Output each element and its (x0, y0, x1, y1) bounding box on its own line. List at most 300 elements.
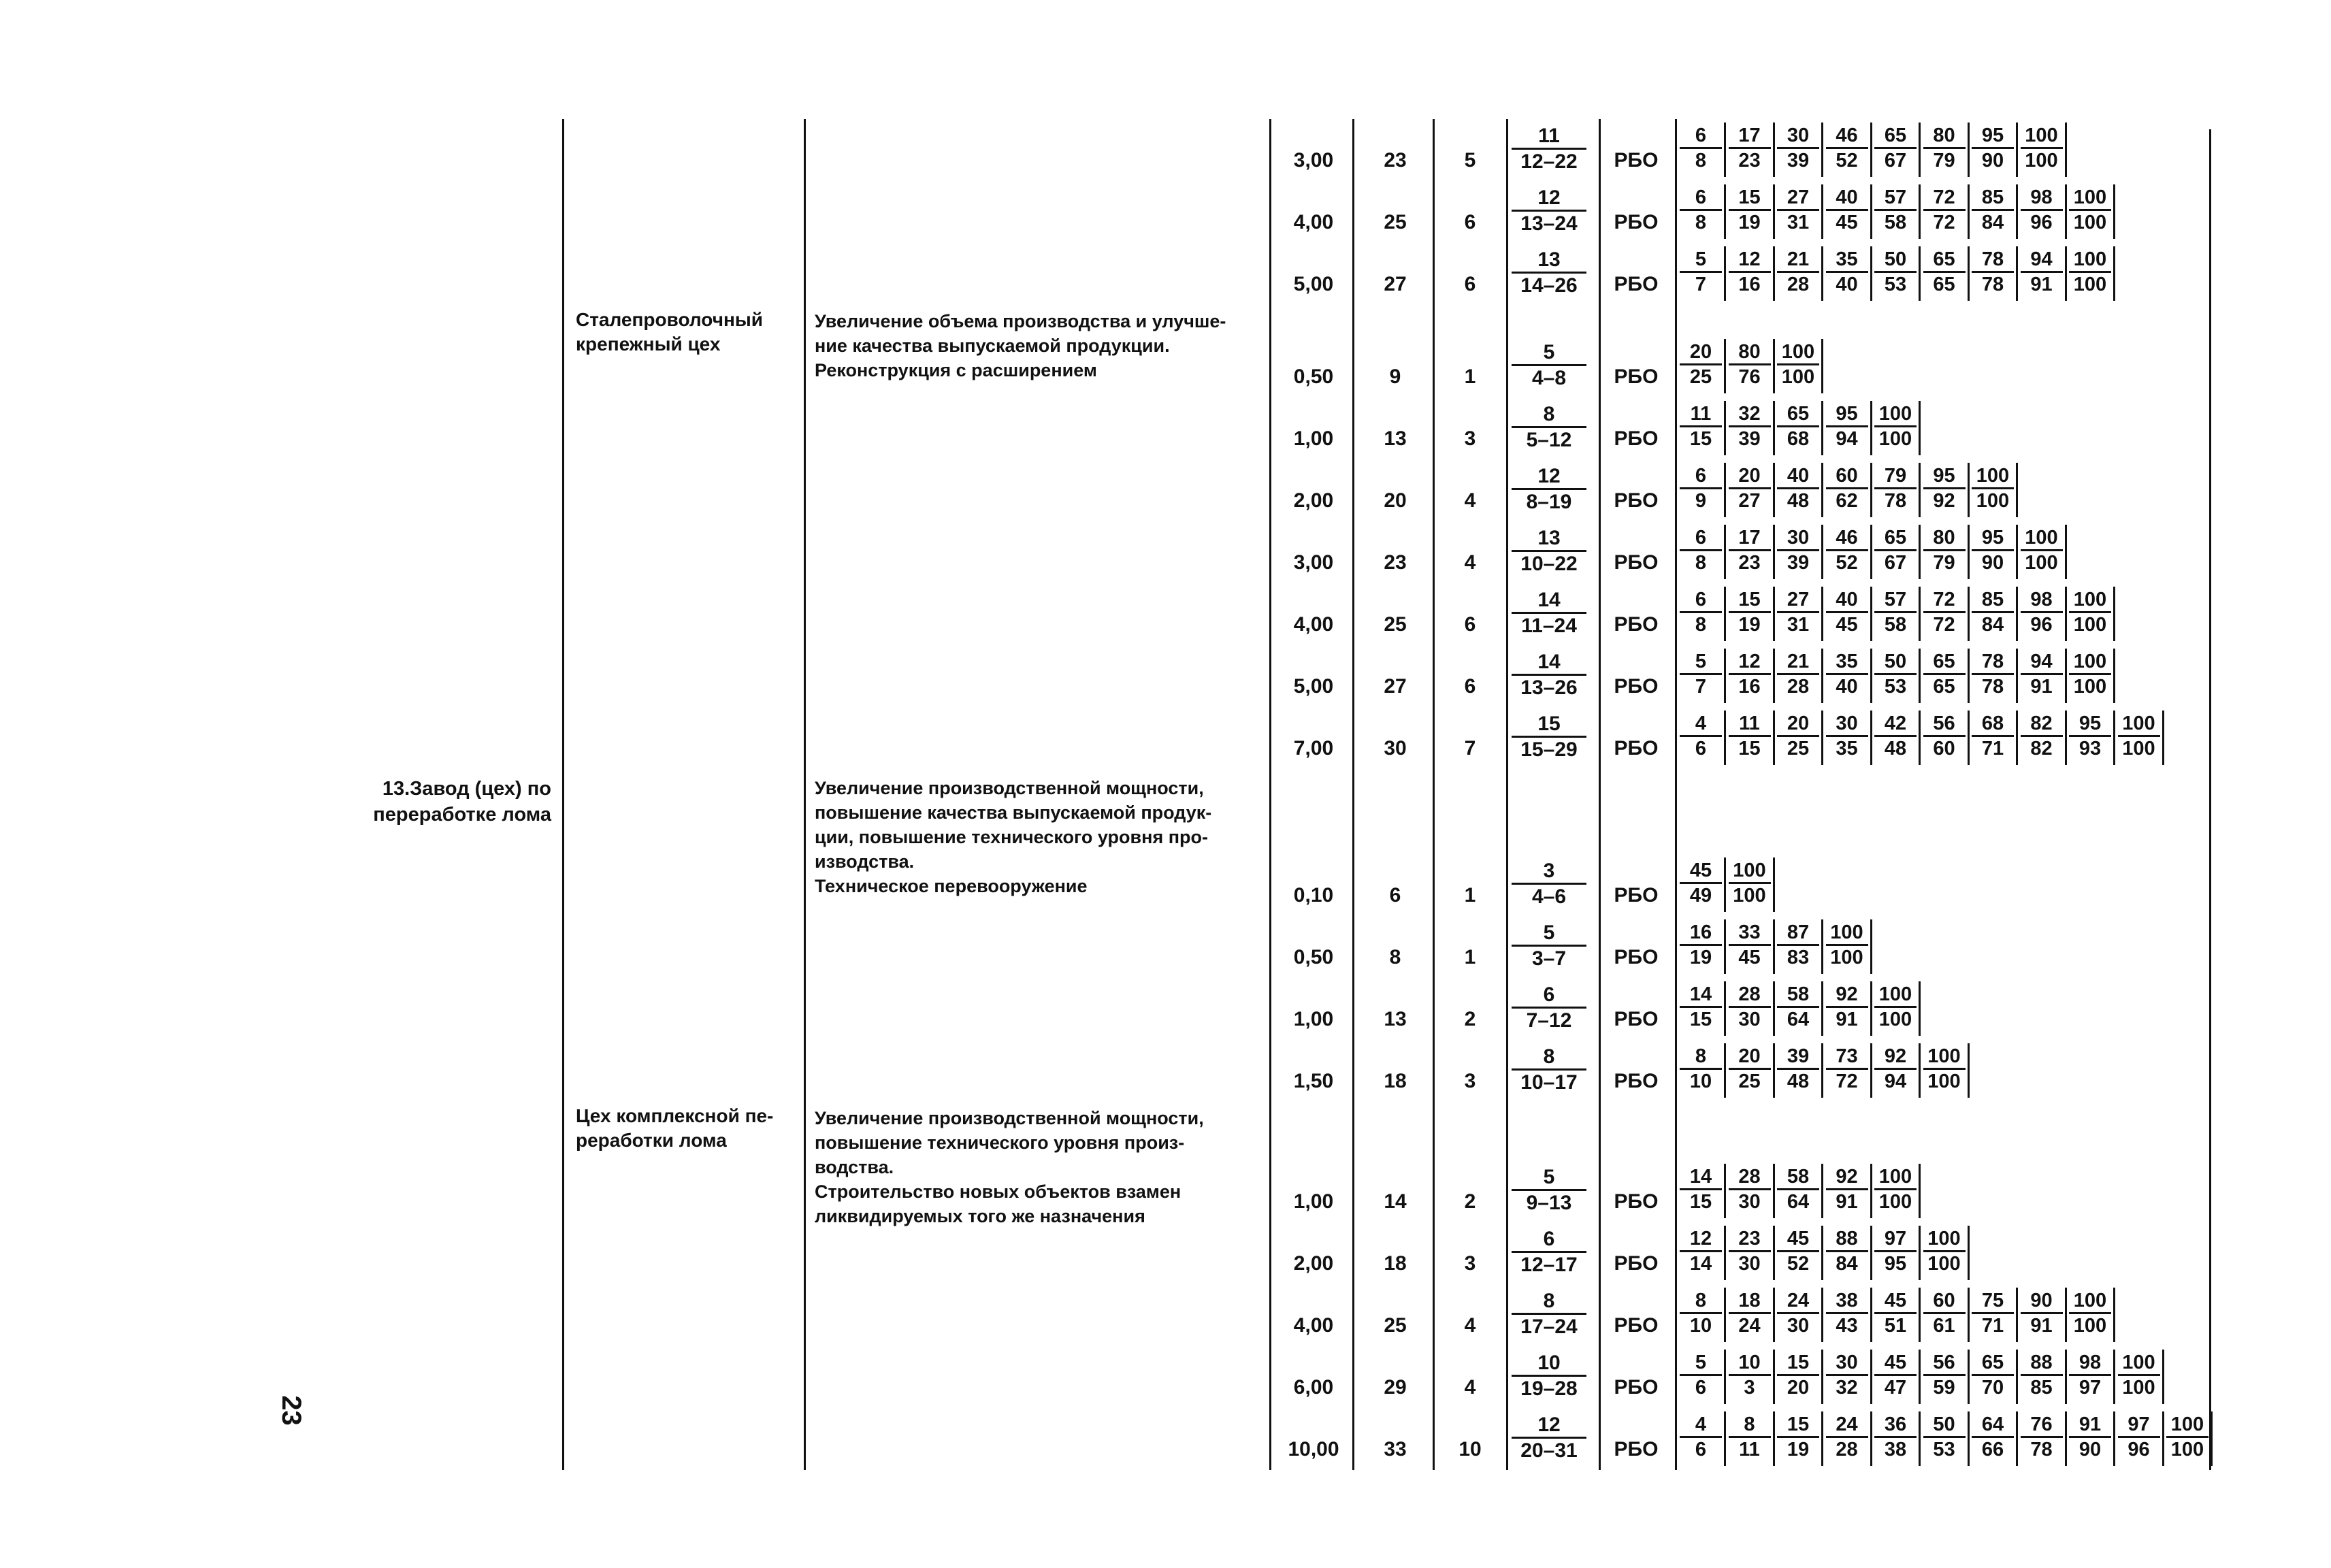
value-a-cell: 27 (1384, 273, 1407, 295)
percent-denominator: 15 (1729, 735, 1771, 759)
duration-fraction (1512, 528, 1586, 574)
percent-denominator: 72 (1923, 611, 1966, 635)
percent-denominator: 52 (1826, 147, 1868, 171)
percent-fraction (1923, 1047, 1966, 1092)
percent-separator (2065, 246, 2067, 301)
percent-denominator: 30 (1729, 1250, 1771, 1274)
percent-separator (1821, 463, 1823, 517)
percent-fraction (2069, 188, 2111, 233)
table-border-a (1433, 119, 1435, 1470)
value-b-cell: 3 (1464, 1070, 1476, 1092)
fraction-denominator: 9–13 (1512, 1189, 1586, 1213)
percent-denominator: 85 (2021, 1374, 2063, 1398)
percent-fraction (1874, 652, 1917, 697)
percent-numerator: 100 (1878, 1166, 1912, 1188)
section-3-name (576, 1104, 794, 1153)
percent-denominator: 25 (1729, 1068, 1771, 1092)
percent-denominator: 8 (1680, 549, 1722, 573)
percent-separator (1724, 246, 1726, 301)
percent-numerator: 57 (1884, 589, 1907, 610)
percent-numerator: 88 (2030, 1352, 2053, 1373)
percent-fraction (1777, 1167, 1819, 1212)
percent-separator (1870, 525, 1872, 579)
percent-separator (1821, 981, 1823, 1036)
percent-separator (1968, 1288, 1970, 1342)
percent-numerator: 15 (1738, 186, 1761, 208)
percent-denominator: 27 (1729, 487, 1771, 511)
percent-fraction (1923, 1229, 1966, 1274)
duration-fraction (1512, 714, 1586, 760)
percent-separator (1724, 710, 1726, 765)
percent-fraction (1777, 250, 1819, 295)
capacity-cell: 1,00 (1293, 1008, 1334, 1030)
percent-denominator: 23 (1729, 147, 1771, 171)
percent-denominator: 31 (1777, 611, 1819, 635)
percent-numerator: 15 (1787, 1352, 1810, 1373)
percent-fraction (1777, 1047, 1819, 1092)
percent-separator (1870, 649, 1872, 703)
percent-numerator: 6 (1695, 186, 1707, 208)
value-b-cell: 1 (1464, 884, 1476, 906)
percent-fraction (1729, 126, 1771, 171)
percent-separator (1919, 1350, 1921, 1404)
duration-fraction (1512, 652, 1586, 698)
percent-denominator: 45 (1826, 611, 1868, 635)
percent-numerator: 98 (2030, 186, 2053, 208)
percent-fraction (1874, 1415, 1917, 1460)
percent-denominator: 16 (1729, 271, 1771, 295)
percent-separator (2065, 1288, 2067, 1342)
percent-separator (1968, 649, 1970, 703)
percent-separator (2065, 649, 2067, 703)
description-line: ции, повышение технического уровня про- (815, 827, 1208, 847)
percent-denominator: 19 (1777, 1436, 1819, 1460)
percent-denominator: 15 (1680, 1188, 1722, 1212)
percent-separator (1724, 525, 1726, 579)
duration-fraction (1512, 1047, 1586, 1093)
percent-numerator: 100 (2122, 1352, 2155, 1373)
percent-separator (2065, 184, 2067, 239)
percent-denominator: 91 (2021, 1312, 2063, 1336)
percent-numerator: 14 (1689, 1166, 1712, 1188)
capacity-cell: 1,50 (1293, 1070, 1334, 1092)
percent-separator (1773, 981, 1775, 1036)
value-b-cell: 1 (1464, 365, 1476, 388)
percent-separator (2065, 525, 2067, 579)
percent-numerator: 100 (2025, 527, 2058, 549)
percent-fraction (1923, 1353, 1966, 1398)
percent-denominator: 84 (1826, 1250, 1868, 1274)
percent-denominator: 10 (1680, 1068, 1722, 1092)
percent-separator (1870, 919, 1872, 974)
percent-fraction (1680, 652, 1722, 697)
percent-fraction (1972, 714, 2014, 759)
percent-separator (1724, 1288, 1726, 1342)
percent-denominator: 91 (2021, 271, 2063, 295)
percent-fraction (1826, 1353, 1868, 1398)
percent-numerator: 80 (1933, 125, 1955, 146)
percent-numerator: 100 (1878, 983, 1912, 1005)
percent-fraction (1923, 126, 1966, 171)
capacity-cell: 3,00 (1293, 149, 1334, 172)
percent-numerator: 24 (1836, 1414, 1858, 1435)
percent-fraction (1874, 528, 1917, 573)
percent-fraction (1777, 1229, 1819, 1274)
percent-denominator: 67 (1874, 147, 1917, 171)
percent-separator (1968, 587, 1970, 641)
percent-fraction (2021, 126, 2063, 171)
percent-fraction (1729, 590, 1771, 635)
percent-fraction (1874, 985, 1917, 1030)
percent-separator (1821, 1411, 1823, 1466)
percent-denominator: 71 (1972, 1312, 2014, 1336)
percent-denominator: 62 (1826, 487, 1868, 511)
percent-separator (1968, 246, 1970, 301)
percent-numerator: 30 (1836, 1352, 1858, 1373)
percent-denominator: 10 (1680, 1312, 1722, 1336)
fraction-numerator: 8 (1543, 1045, 1555, 1068)
percent-denominator: 97 (2069, 1374, 2111, 1398)
percent-denominator: 100 (1972, 487, 2014, 511)
percent-numerator: 92 (1836, 983, 1858, 1005)
percent-denominator: 47 (1874, 1374, 1917, 1398)
percent-separator (2065, 710, 2067, 765)
percent-denominator: 94 (1826, 425, 1868, 449)
value-a-cell: 13 (1384, 1008, 1407, 1030)
percent-fraction (2118, 714, 2160, 759)
percent-separator (1919, 649, 1921, 703)
fraction-numerator: 8 (1543, 1290, 1555, 1312)
value-a-cell: 27 (1384, 675, 1407, 698)
percent-numerator: 16 (1689, 921, 1712, 943)
percent-separator (2162, 1411, 2164, 1466)
fraction-denominator: 3–7 (1512, 945, 1586, 969)
percent-fraction (1729, 1353, 1771, 1398)
capacity-cell: 0,50 (1293, 946, 1334, 968)
percent-denominator: 15 (1680, 1006, 1722, 1030)
percent-numerator: 100 (2073, 186, 2107, 208)
percent-numerator: 97 (2128, 1414, 2150, 1435)
percent-fraction (1826, 466, 1868, 511)
percent-separator (1724, 1411, 1726, 1466)
percent-numerator: 11 (1739, 713, 1760, 734)
percent-numerator: 56 (1933, 713, 1955, 734)
percent-numerator: 58 (1787, 1166, 1810, 1188)
percent-denominator: 39 (1729, 425, 1771, 449)
percent-separator (2016, 710, 2018, 765)
organization-cell: РБО (1614, 211, 1659, 233)
percent-fraction (1923, 714, 1966, 759)
percent-denominator: 28 (1777, 271, 1819, 295)
percent-fraction (1923, 528, 1966, 573)
percent-separator (1773, 1043, 1775, 1098)
percent-separator (1724, 981, 1726, 1036)
percent-numerator: 65 (1933, 248, 1955, 270)
fraction-denominator: 17–24 (1512, 1313, 1586, 1337)
organization-cell: РБО (1614, 427, 1659, 450)
fraction-numerator: 6 (1543, 1228, 1555, 1250)
percent-fraction (1874, 188, 1917, 233)
fraction-denominator: 4–8 (1512, 364, 1586, 389)
percent-fraction (1826, 652, 1868, 697)
percent-numerator: 100 (1878, 403, 1912, 425)
percent-numerator: 39 (1787, 1045, 1810, 1067)
percent-fraction (1972, 188, 2014, 233)
capacity-cell: 10,00 (1288, 1438, 1339, 1460)
value-a-cell: 18 (1384, 1252, 1407, 1275)
percent-numerator: 40 (1836, 186, 1858, 208)
description-line: Строительство новых объектов взамен (815, 1181, 1181, 1202)
percent-fraction (1680, 714, 1722, 759)
percent-numerator: 65 (1884, 125, 1907, 146)
percent-separator (1821, 1164, 1823, 1218)
percent-fraction (1826, 1291, 1868, 1336)
value-b-cell: 7 (1464, 737, 1476, 760)
percent-denominator: 96 (2021, 611, 2063, 635)
percent-fraction (1923, 590, 1966, 635)
percent-numerator: 100 (2073, 1290, 2107, 1311)
percent-separator (1773, 587, 1775, 641)
percent-fraction (2021, 714, 2063, 759)
description-line: Реконструкция с расширением (815, 360, 1097, 380)
value-b-cell: 4 (1464, 1314, 1476, 1337)
percent-separator (1773, 649, 1775, 703)
percent-separator (2016, 1411, 2018, 1466)
percent-numerator: 27 (1787, 589, 1810, 610)
duration-fraction (1512, 342, 1586, 389)
percent-fraction (1874, 126, 1917, 171)
value-a-cell: 18 (1384, 1070, 1407, 1092)
percent-denominator: 66 (1972, 1436, 2014, 1460)
value-a-cell: 6 (1389, 884, 1401, 906)
percent-separator (1821, 1043, 1823, 1098)
percent-denominator: 3 (1729, 1374, 1771, 1398)
percent-separator (1919, 463, 1921, 517)
percent-fraction (1680, 590, 1722, 635)
percent-fraction (1680, 404, 1722, 449)
percent-numerator: 14 (1689, 983, 1712, 1005)
percent-denominator: 15 (1680, 425, 1722, 449)
percent-fraction (2021, 1291, 2063, 1336)
main-object-line1: 13.Завод (цех) по (382, 778, 551, 800)
percent-separator (1724, 1350, 1726, 1404)
organization-cell: РБО (1614, 675, 1659, 698)
duration-fraction (1512, 1415, 1586, 1461)
percent-fraction (2021, 188, 2063, 233)
percent-separator (2016, 184, 2018, 239)
percent-fraction (1680, 126, 1722, 171)
percent-denominator: 68 (1777, 425, 1819, 449)
percent-denominator: 39 (1777, 549, 1819, 573)
percent-fraction (2069, 590, 2111, 635)
percent-denominator: 38 (1874, 1436, 1917, 1460)
percent-denominator: 100 (1923, 1068, 1966, 1092)
percent-numerator: 65 (1933, 651, 1955, 672)
section-name-line: крепежный цех (576, 333, 721, 355)
percent-separator (1870, 981, 1872, 1036)
percent-denominator: 48 (1874, 735, 1917, 759)
percent-numerator: 15 (1738, 589, 1761, 610)
duration-fraction (1512, 923, 1586, 969)
percent-fraction (1777, 652, 1819, 697)
percent-separator (1773, 1164, 1775, 1218)
percent-separator (1870, 246, 1872, 301)
value-b-cell: 4 (1464, 551, 1476, 574)
percent-denominator: 30 (1729, 1006, 1771, 1030)
percent-numerator: 11 (1690, 403, 1712, 425)
organization-cell: РБО (1614, 149, 1659, 172)
percent-separator (1821, 401, 1823, 455)
duration-fraction (1512, 188, 1586, 234)
percent-separator (1821, 587, 1823, 641)
fraction-denominator: 12–17 (1512, 1251, 1586, 1275)
percent-fraction (1729, 1291, 1771, 1336)
percent-denominator: 78 (1972, 673, 2014, 697)
percent-fraction (1972, 126, 2014, 171)
percent-numerator: 78 (1981, 248, 2004, 270)
percent-numerator: 35 (1836, 248, 1858, 270)
percent-denominator: 28 (1826, 1436, 1868, 1460)
value-a-cell: 20 (1384, 489, 1407, 512)
percent-fraction (1729, 1047, 1771, 1092)
percent-denominator: 58 (1874, 611, 1917, 635)
percent-fraction (1777, 188, 1819, 233)
percent-separator (2016, 587, 2018, 641)
value-a-cell: 9 (1389, 365, 1401, 388)
percent-fraction (1826, 714, 1868, 759)
percent-numerator: 8 (1744, 1414, 1755, 1435)
percent-denominator: 100 (2166, 1436, 2208, 1460)
value-b-cell: 1 (1464, 946, 1476, 968)
percent-numerator: 68 (1981, 713, 2004, 734)
percent-denominator: 23 (1729, 549, 1771, 573)
description-line: Техническое перевооружение (815, 876, 1088, 896)
percent-fraction (1777, 590, 1819, 635)
value-a-cell: 8 (1389, 946, 1401, 968)
percent-numerator: 65 (1787, 403, 1810, 425)
percent-separator (1724, 122, 1726, 177)
percent-separator (1773, 525, 1775, 579)
percent-separator (2113, 1350, 2115, 1404)
percent-denominator: 64 (1777, 1006, 1819, 1030)
percent-fraction (2069, 652, 2111, 697)
percent-fraction (1680, 861, 1722, 906)
percent-separator (1870, 1411, 1872, 1466)
percent-numerator: 10 (1738, 1352, 1761, 1373)
percent-fraction (1826, 250, 1868, 295)
percent-fraction (1777, 1415, 1819, 1460)
fraction-numerator: 8 (1543, 403, 1555, 425)
percent-numerator: 42 (1884, 713, 1907, 734)
duration-fraction (1512, 861, 1586, 907)
percent-numerator: 80 (1738, 341, 1761, 363)
percent-denominator: 30 (1777, 1312, 1819, 1336)
percent-separator (1773, 184, 1775, 239)
percent-fraction (1777, 1353, 1819, 1398)
percent-separator (1821, 184, 1823, 239)
percent-denominator: 61 (1923, 1312, 1966, 1336)
percent-numerator: 50 (1884, 248, 1907, 270)
description-line: водства. (815, 1157, 894, 1177)
percent-separator (1821, 710, 1823, 765)
percent-separator (1773, 339, 1775, 393)
percent-numerator: 100 (2025, 125, 2058, 146)
value-b-cell: 6 (1464, 675, 1476, 698)
percent-fraction (2069, 250, 2111, 295)
table-border-org (1675, 119, 1677, 1470)
percent-denominator: 52 (1777, 1250, 1819, 1274)
percent-fraction (1777, 342, 1819, 387)
percent-numerator: 28 (1738, 1166, 1761, 1188)
description-line: повышение качества выпускаемой продук- (815, 802, 1212, 823)
percent-denominator: 19 (1729, 611, 1771, 635)
percent-numerator: 50 (1884, 651, 1907, 672)
percent-denominator: 79 (1923, 147, 1966, 171)
percent-numerator: 30 (1787, 125, 1810, 146)
percent-denominator: 93 (2069, 735, 2111, 759)
percent-numerator: 6 (1695, 125, 1707, 146)
percent-numerator: 64 (1981, 1414, 2004, 1435)
percent-separator (1919, 1226, 1921, 1280)
percent-denominator: 90 (2069, 1436, 2111, 1460)
organization-cell: РБО (1614, 613, 1659, 636)
percent-denominator: 100 (2021, 147, 2063, 171)
duration-fraction (1512, 466, 1586, 512)
value-b-cell: 5 (1464, 149, 1476, 172)
percent-separator (1773, 1411, 1775, 1466)
percent-separator (1870, 463, 1872, 517)
capacity-cell: 4,00 (1293, 1314, 1334, 1337)
value-a-cell: 13 (1384, 427, 1407, 450)
value-a-cell: 25 (1384, 211, 1407, 233)
percent-denominator: 100 (2021, 549, 2063, 573)
percent-separator (1724, 339, 1726, 393)
percent-denominator: 7 (1680, 673, 1722, 697)
percent-fraction (1826, 528, 1868, 573)
percent-separator (2113, 1288, 2115, 1342)
percent-numerator: 4 (1695, 1414, 1707, 1435)
percent-denominator: 8 (1680, 209, 1722, 233)
percent-fraction (1972, 466, 2014, 511)
percent-separator (2065, 1350, 2067, 1404)
percent-separator (1724, 184, 1726, 239)
percent-separator (1968, 1226, 1970, 1280)
fraction-denominator: 8–19 (1512, 488, 1586, 512)
percent-denominator: 53 (1874, 673, 1917, 697)
percent-fraction (1826, 1229, 1868, 1274)
percent-numerator: 87 (1787, 921, 1810, 943)
fraction-numerator: 15 (1537, 713, 1561, 735)
percent-denominator: 100 (1777, 363, 1819, 387)
value-a-cell: 33 (1384, 1438, 1407, 1460)
percent-separator (1968, 710, 1970, 765)
fraction-denominator: 12–22 (1512, 148, 1586, 172)
percent-fraction (1874, 714, 1917, 759)
percent-numerator: 17 (1738, 125, 1761, 146)
percent-separator (2016, 525, 2018, 579)
percent-denominator: 84 (1972, 611, 2014, 635)
percent-separator (2065, 122, 2067, 177)
value-b-cell: 10 (1458, 1438, 1482, 1460)
value-b-cell: 6 (1464, 613, 1476, 636)
section-name-line: Цех комплексной пе- (576, 1105, 774, 1126)
percent-denominator: 71 (1972, 735, 2014, 759)
percent-separator (1870, 1288, 1872, 1342)
percent-numerator: 5 (1695, 651, 1707, 672)
percent-fraction (1826, 126, 1868, 171)
percent-denominator: 11 (1729, 1436, 1771, 1460)
capacity-cell: 4,00 (1293, 211, 1334, 233)
